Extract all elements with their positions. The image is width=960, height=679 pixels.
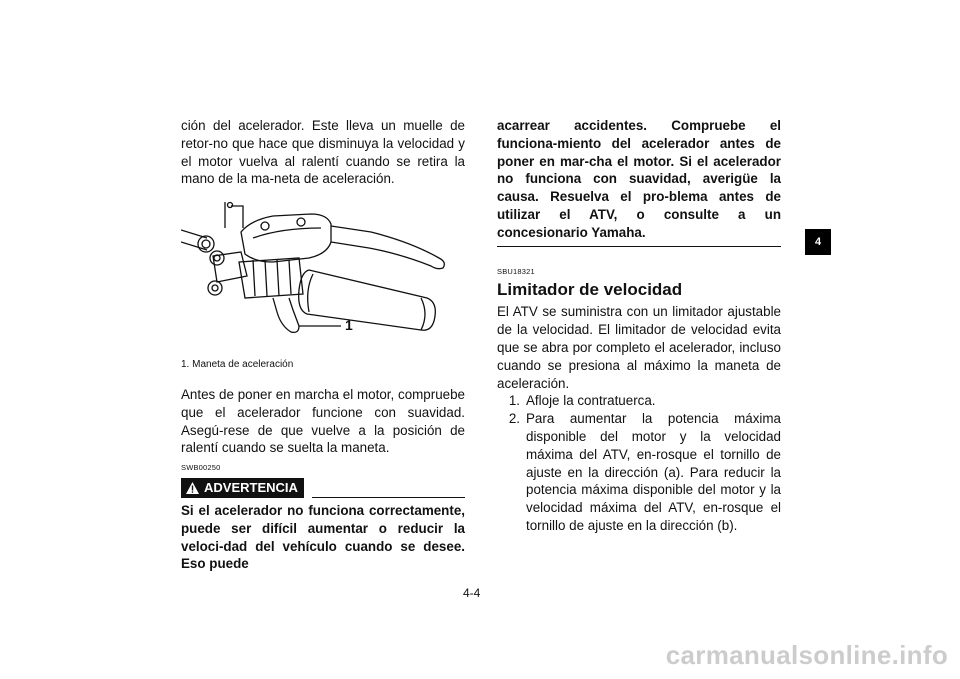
right-column [497, 117, 781, 535]
intro-paragraph: ción del acelerador. Este lleva un muelle de retor-no que hace que disminuya la velocidad y el motor vuelva al ralentí cuando se retira la mano de la ma-neta de aceleración. [181, 118, 465, 187]
warning-continued-text: acarrear accidentes. Compruebe el funciona-miento del acelerador antes de poner en mar-cha el motor. Si el acelerador no funciona con suavidad, averigüe la causa. Resuelva el pro-blema antes de utilizar el ATV, o consulte a un concesionario Yamaha. [497, 118, 781, 240]
step-number: 1. [508, 393, 520, 409]
step-number: 2. [508, 411, 520, 427]
figure-callout-number: 1 [345, 317, 353, 334]
warning-end-rule [497, 246, 781, 247]
step-item [497, 410, 781, 535]
chapter-tab: 4 [805, 229, 831, 255]
section-title: Limitador de velocidad [497, 280, 683, 300]
page-number: 4-4 [463, 586, 481, 600]
warning-triangle-icon [185, 481, 200, 495]
steps-list [497, 392, 781, 534]
step-item [497, 392, 781, 410]
body-paragraph: Antes de poner en marcha el motor, compruebe que el acelerador funcione con suavidad. Asegú-rese de que vuelve a la posición de ralentí cuando se suelta la maneta. [181, 386, 465, 456]
warning-text: Si el acelerador no funciona correctamente, puede ser difícil aumentar o reducir la veloci-dad del vehículo cuando se desee. Eso puede [181, 502, 465, 572]
step-text: Para aumentar la potencia máxima disponible del motor y la velocidad máxima del ATV, en-rosque el tornillo de ajuste en la dirección (a). Para reducir la potencia máxima disponible del motor y la velocidad máxima del ATV, en-rosque el tornillo de ajuste en la dirección (b). [526, 411, 781, 533]
warning-header [181, 478, 465, 498]
section-body: El ATV se suministra con un limitador ajustable de la velocidad. El limitador de velocidad evita que se abra por completo el acelerador, incluso cuando se presiona al máximo la maneta de aceleración. [497, 304, 781, 391]
warning-rule [312, 497, 465, 498]
throttle-lever-illustration [181, 198, 465, 348]
section-code: SBU18321 [497, 266, 535, 276]
footer-watermark: carmanualsonline.info [665, 640, 948, 670]
figure-caption: 1. Maneta de aceleración [181, 359, 294, 371]
warning-code: SWB00250 [181, 463, 221, 473]
left-column [181, 117, 465, 573]
warning-badge [181, 478, 304, 498]
warning-label: ADVERTENCIA [204, 480, 298, 496]
step-text: Afloje la contratuerca. [526, 393, 656, 409]
